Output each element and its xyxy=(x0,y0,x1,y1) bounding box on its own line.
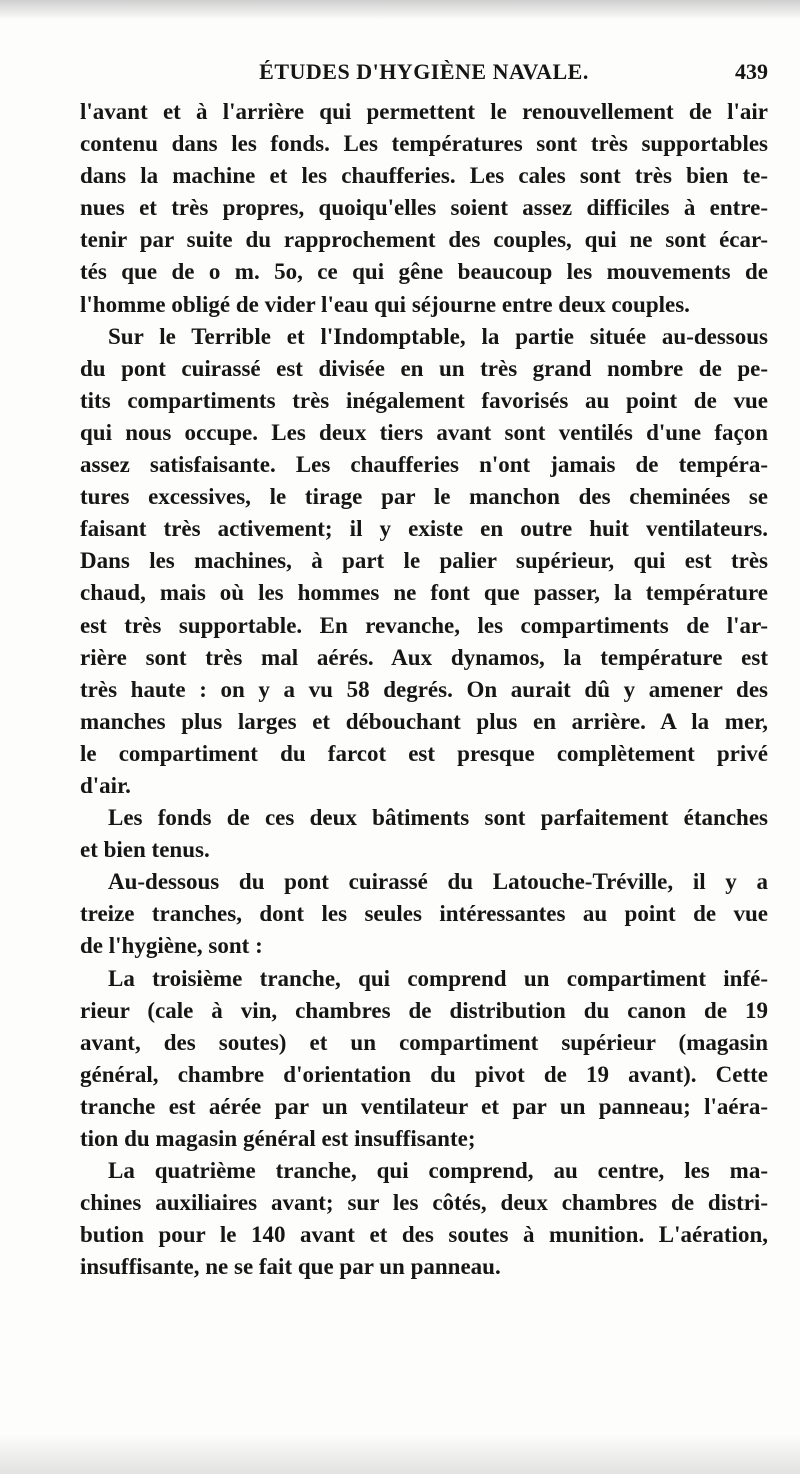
text-line: chaud, mais où les hommes ne font que passer, la température xyxy=(80,580,768,606)
text-line: Au-dessous du pont cuirassé du Latouche-Tréville, il y a xyxy=(108,869,768,895)
text-line: qui nous occupe. Les deux tiers avant sont ventilés d'une façon xyxy=(80,419,768,445)
text-line: La troisième tranche, qui comprend un compartiment infé- xyxy=(108,965,768,991)
page-header xyxy=(80,55,768,91)
text-line: et bien tenus. xyxy=(80,837,210,863)
text-line: du pont cuirassé est divisée en un très grand nombre de pe- xyxy=(80,355,768,381)
text-line: très haute : on y a vu 58 degrés. On aurait dû y amener des xyxy=(80,676,768,702)
text-line: Dans les machines, à part le palier supérieur, qui est très xyxy=(80,548,768,574)
text-line: contenu dans les fonds. Les températures sont très supportables xyxy=(80,131,768,157)
text-line: avant, des soutes) et un compartiment supérieur (magasin xyxy=(80,1029,768,1055)
text-line: faisant très activement; il y existe en outre huit ventilateurs. xyxy=(80,516,768,542)
text-line: le compartiment du farcot est presque complètement privé xyxy=(80,740,768,766)
text-line: treize tranches, dont les seules intéressantes au point de vue xyxy=(80,901,768,927)
text-line: La quatrième tranche, qui comprend, au centre, les ma- xyxy=(108,1158,768,1184)
text-line: d'air. xyxy=(80,772,131,798)
page-top-shadow xyxy=(0,0,800,20)
page-number: 439 xyxy=(735,59,768,84)
text-line: Sur le Terrible et l'Indomptable, la partie située au-dessous xyxy=(108,323,768,349)
body-text xyxy=(80,96,768,1283)
text-line: tranche est aérée par un ventilateur et par un panneau; l'aéra- xyxy=(80,1093,768,1119)
text-line: chines auxiliaires avant; sur les côtés, deux chambres de distri- xyxy=(80,1190,768,1216)
text-line: nues et très propres, quoiqu'elles soient assez difficiles à entre- xyxy=(80,195,768,221)
text-line: rieur (cale à vin, chambres de distribution du canon de 19 xyxy=(80,997,768,1023)
text-line: Les fonds de ces deux bâtiments sont parfaitement étanches xyxy=(108,805,768,831)
text-line: l'avant et à l'arrière qui permettent le renouvellement de l'air xyxy=(80,99,768,124)
page-bottom-shadow xyxy=(0,1434,800,1474)
text-line: général, chambre d'orientation du pivot de 19 avant). Cette xyxy=(80,1061,768,1087)
text-line: dans la machine et les chaufferies. Les cales sont très bien te- xyxy=(80,163,768,189)
text-line: manches plus larges et débouchant plus en arrière. A la mer, xyxy=(80,708,768,734)
text-line: bution pour le 140 avant et des soutes à munition. L'aération, xyxy=(80,1222,768,1248)
running-title: ÉTUDES D'HYGIÈNE NAVALE. xyxy=(259,59,589,84)
text-line: l'homme obligé de vider l'eau qui séjourne entre deux couples. xyxy=(80,291,690,317)
text-line: assez satisfaisante. Les chaufferies n'ont jamais de tempéra- xyxy=(80,452,768,478)
text-line: insuffisante, ne se fait que par un panneau. xyxy=(80,1254,501,1280)
text-line: tion du magasin général est insuffisante; xyxy=(80,1126,476,1151)
text-line: tenir par suite du rapprochement des couples, qui ne sont écar- xyxy=(80,227,768,253)
text-line: rière sont très mal aérés. Aux dynamos, la température est xyxy=(80,644,768,670)
text-line: tits compartiments très inégalement favorisés au point de vue xyxy=(80,387,768,413)
text-line: tures excessives, le tirage par le manchon des cheminées se xyxy=(80,484,768,510)
text-line: tés que de o m. 5o, ce qui gêne beaucoup les mouvements de xyxy=(80,259,768,285)
text-line: de l'hygiène, sont : xyxy=(80,933,263,959)
text-line: est très supportable. En revanche, les compartiments de l'ar- xyxy=(80,612,768,638)
